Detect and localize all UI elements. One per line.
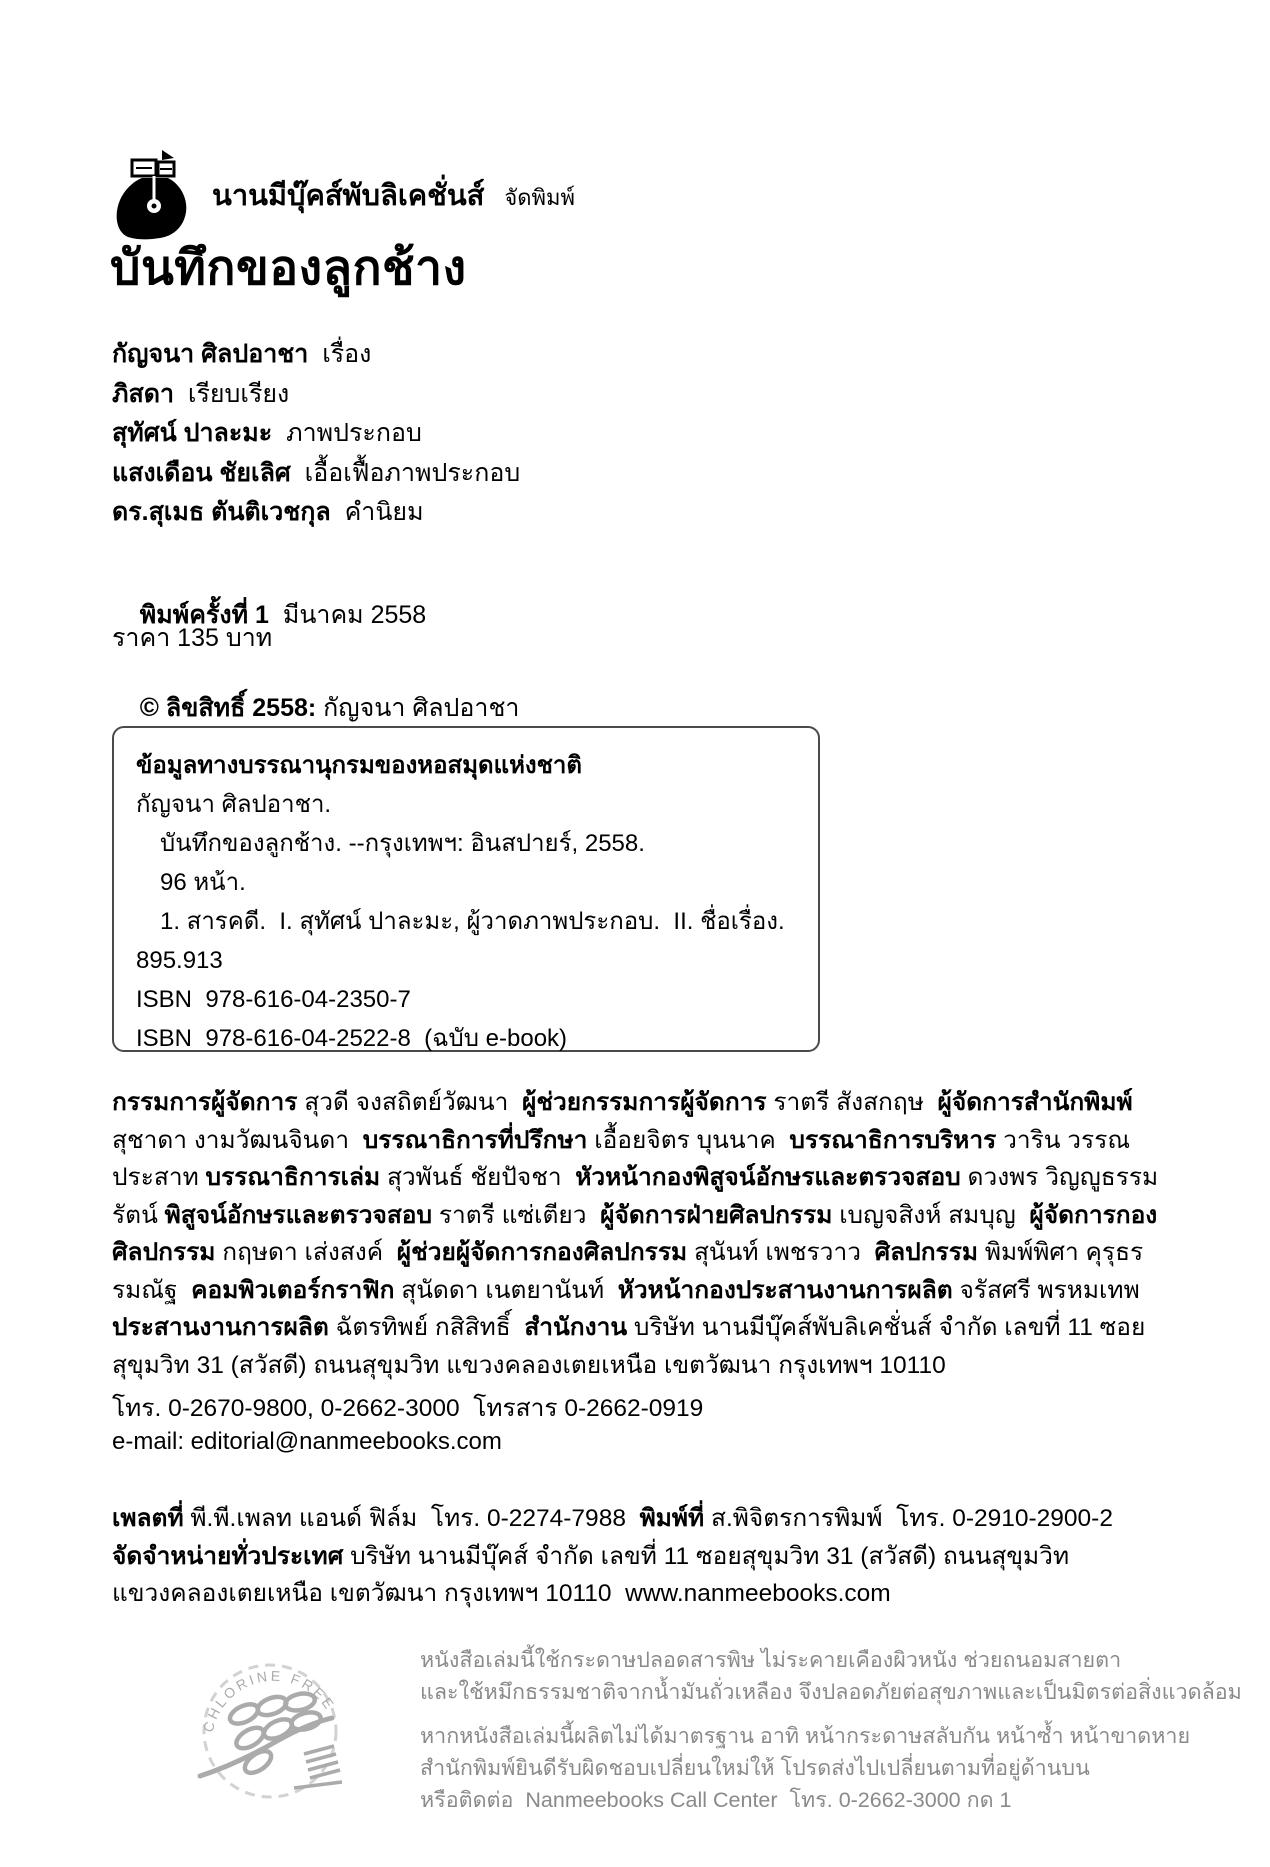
publisher-suffix: จัดพิมพ์: [504, 185, 576, 210]
copyright-icon: ©: [139, 692, 159, 722]
staff-credits-paragraph: กรรมการผู้จัดการ สุวดี จงสถิตย์วัฒนา ผู้ช่วยกรรมการผู้จัดการ ราตรี สังสกฤษ ผู้จัดการสำนักพิมพ์ สุชาดา งามวัฒนจินดา บรรณาธิการที่ปรึกษา เอื้อยจิตร บุนนาค บรรณาธิการบริหาร วาริน วรรณประสาท บรรณาธิการเล่ม สุวพันธ์ ชัยปัจชา หัวหน้ากองพิสูจน์อักษรและตรวจสอบ ดวงพร วิญญูธรรมรัตน์ พิสูจน์อักษรและตรวจสอบ ราตรี แซ่เตียว ผู้จัดการฝ่ายศิลปกรรม เบญจสิงห์ สมบุญ ผู้จัดการกองศิลปกรรม กฤษดา เส่งสงค์ ผู้ช่วยผู้จัดการกองศิลปกรรม สุนันท์ เพชรวาว ศิลปกรรม พิมพ์พิศา คุรุธรรมณัฐ คอมพิวเตอร์กราฟิก สุนัดดา เนตยานันท์ หัวหน้ากองประสานงานการผลิต จรัสศรี พรหมเทพ ประสานงานการผลิต ฉัตรทิพย์ กสิสิทธิ์ สำนักงาน บริษัท นานมีบุ๊คส์พับลิเคชั่นส์ จำกัด เลขที่ 11 ซอยสุขุมวิท 31 (สวัสดี) ถนนสุขุมวิท แขวงคลองเตยเหนือ เขตวัฒนา กรุงเทพฯ 10110: [112, 1089, 1159, 1379]
credit-line: กัญจนา ศิลปอาชา เรื่อง: [112, 340, 372, 368]
footer-line: หนังสือเล่มนี้ใช้กระดาษปลอดสารพิษ ไม่ระคายเคืองผิวหนัง ช่วยถนอมสายตา: [420, 1648, 1122, 1672]
edition-line: พิมพ์ครั้งที่ 1 มีนาคม 2558: [139, 601, 427, 629]
credit-line: ดร.สุเมธ ตันติเวชกุล คำนิยม: [112, 498, 424, 526]
cip-heading: ข้อมูลทางบรรณานุกรมของหอสมุดแห่งชาติ: [136, 752, 582, 779]
cip-box: [112, 726, 820, 1052]
footer-line: และใช้หมึกธรรมชาติจากน้ำมันถั่วเหลือง จึงปลอดภัยต่อสุขภาพและเป็นมิตรต่อสิ่งแวดล้อม: [420, 1680, 1242, 1704]
cip-isbn-ebook: ISBN 978-616-04-2522-8 (ฉบับ e-book): [136, 1025, 568, 1052]
publisher-name: นานมีบุ๊คส์พับลิเคชั่นส์: [212, 180, 485, 212]
copyright-line: © ลิขสิทธิ์ 2558: กัญจนา ศิลปอาชา: [139, 692, 520, 722]
credits-block: [112, 334, 520, 532]
price-line: ราคา 135 บาท: [112, 624, 273, 652]
footer-paragraph-gap: [420, 1708, 1242, 1720]
credit-line: สุทัศน์ ปาละมะ ภาพประกอบ: [112, 419, 422, 447]
footer-line: สำนักพิมพ์ยินดีรับผิดชอบเปลี่ยนใหม่ให้ โปรดส่งไปเปลี่ยนตามที่อยู่ด้านบน: [420, 1756, 1090, 1780]
footer-line: หากหนังสือเล่มนี้ผลิตไม่ได้มาตรฐาน อาทิ หน้ากระดาษสลับกัน หน้าซ้ำ หน้าขาดหาย: [420, 1724, 1191, 1748]
nanmeebooks-logo-icon: [112, 148, 196, 240]
production-paragraph: เพลตที่ พี.พี.เพลท แอนด์ ฟิล์ม โทร. 0-2274-7988 พิมพ์ที่ ส.พิจิตรการพิมพ์ โทร. 0-2910-2900-2 จัดจำหน่ายทั่วประเทศ บริษัท นานมีบุ๊คส์ จำกัด เลขที่ 11 ซอยสุขุมวิท 31 (สวัสดี) ถนนสุขุมวิท แขวงคลองเตยเหนือ เขตวัฒนา กรุงเทพฯ 10110 www.nanmeebooks.com: [112, 1505, 1120, 1607]
phone-line: โทร. 0-2670-9800, 0-2662-3000 โทรสาร 0-2662-0919: [112, 1395, 704, 1422]
svg-text:CHLORINE FREE: CHLORINE FREE: [199, 1667, 339, 1734]
cip-line: บันทึกของลูกช้าง. --กรุงเทพฯ: อินสปายร์, 2558.: [160, 830, 645, 857]
footer-line: หรือติดต่อ Nanmeebooks Call Center โทร. 0-2662-3000 กด 1: [420, 1788, 1012, 1812]
cip-isbn-print: ISBN 978-616-04-2350-7: [136, 986, 411, 1013]
cip-line: 96 หน้า.: [160, 869, 246, 896]
footer-notes: [420, 1644, 1242, 1816]
cip-line: กัญจนา ศิลปอาชา.: [136, 791, 332, 818]
credit-line: ภิสดา เรียบเรียง: [112, 379, 290, 408]
chlorine-free-stamp-icon: [182, 1636, 357, 1821]
book-title: บันทึกของลูกช้าง: [110, 242, 467, 295]
credit-line: แสงเดือน ชัยเลิศ เอื้อเฟื้อภาพประกอบ: [112, 458, 521, 487]
cip-line: 895.913: [136, 947, 223, 974]
cip-line: 1. สารคดี. I. สุทัศน์ ปาละมะ, ผู้วาดภาพประกอบ. II. ชื่อเรื่อง.: [160, 908, 785, 935]
email-line: e-mail: editorial@nanmeebooks.com: [112, 1428, 502, 1455]
publisher-header: [212, 172, 575, 218]
